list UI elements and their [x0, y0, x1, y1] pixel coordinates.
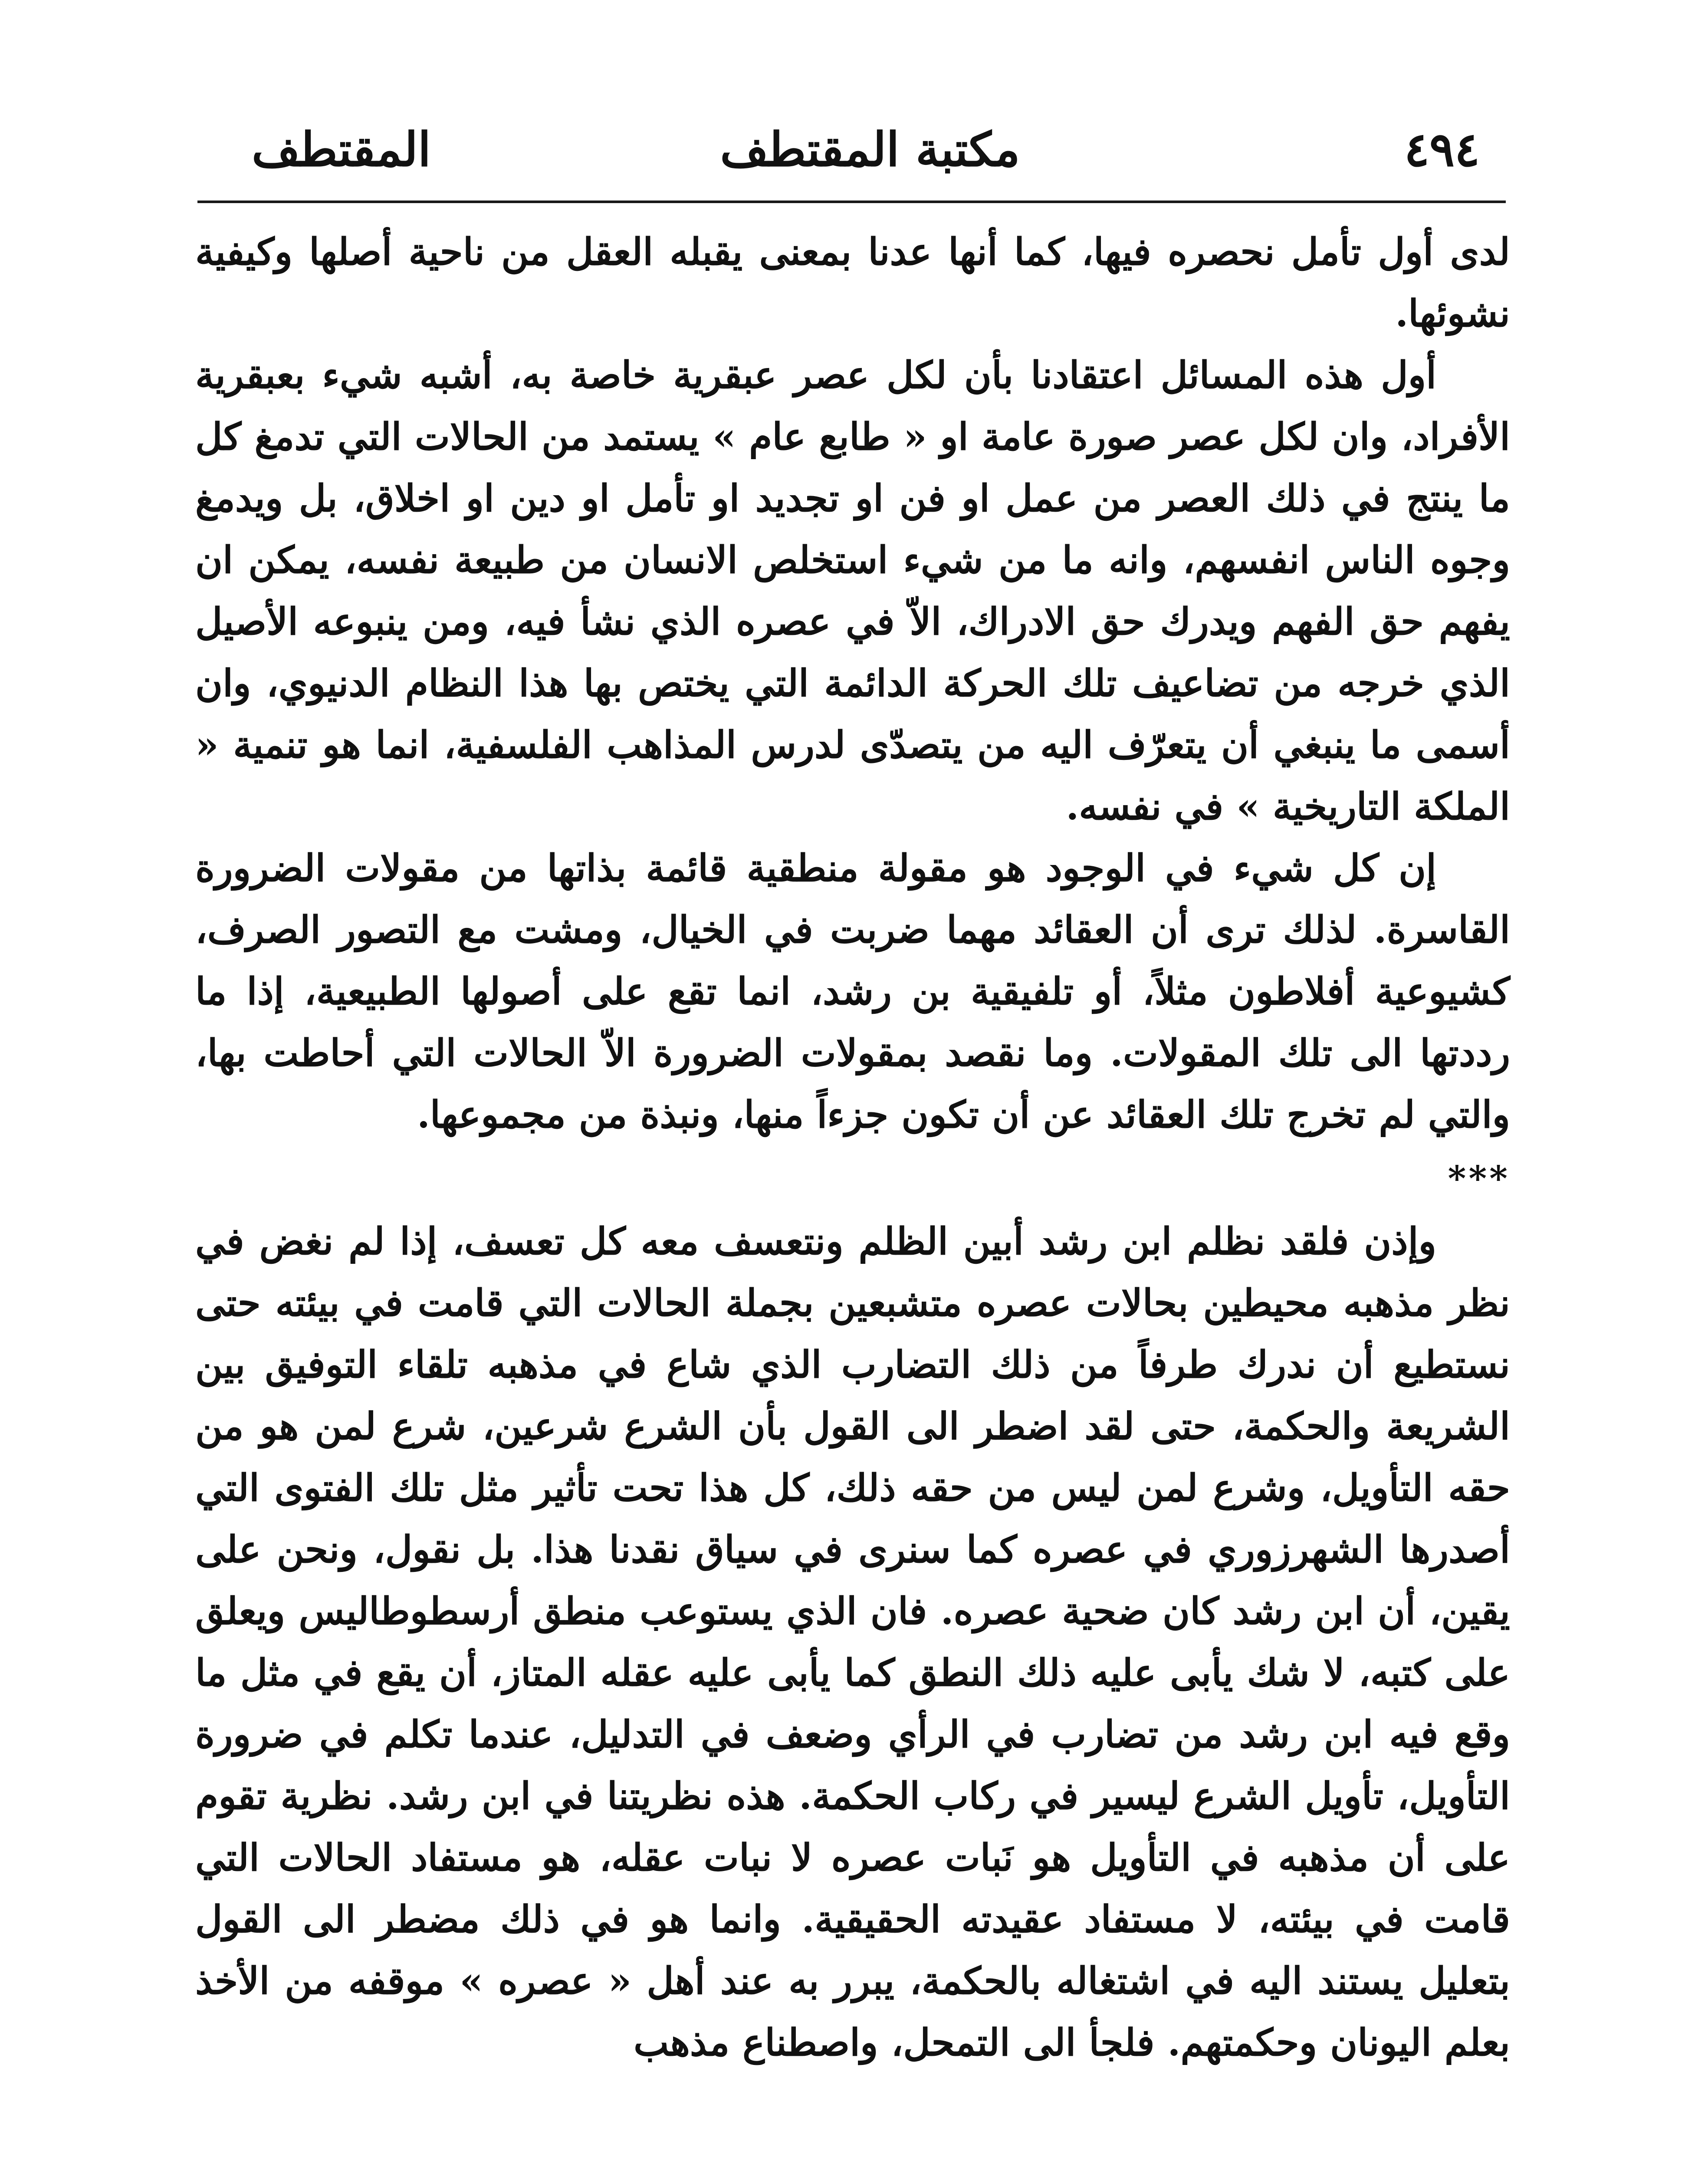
paragraph: أول هذه المسائل اعتقادنا بأن لكل عصر عبقرية خاصة به، أشبه شيء بعبقرية الأفراد، وان لكل عصر صورة عامة او « طابع عام » يستمد من الحالات التي تدمغ كل ما ينتج في ذلك العصر من عمل او فن او تجديد او تأمل او دين او اخلاق، بل ويدمغ وجوه الناس انفسهم، وانه ما من شيء استخلص الانسان من طبيعة نفسه، يمكن ان يفهم حق الفهم ويدرك حق الادراك، الاّ في عصره الذي نشأ فيه، ومن ينبوعه الأصيل الذي خرجه من تضاعيف تلك الحركة الدائمة التي يختص بها هذا النظام الدنيوي، وان أسمى ما ينبغي أن يتعرّف اليه من يتصدّى لدرس المذاهب الفلسفية، انما هو تنمية « الملكة التاريخية » في نفسه. — [195, 353, 1510, 829]
page-number: ٤٩٤ — [1404, 122, 1480, 177]
paragraph: وإذن فلقد نظلم ابن رشد أبين الظلم ونتعسف معه كل تعسف، إذا لم نغض في نظر مذهبه محيطين بحالات عصره متشبعين بجملة الحالات التي قامت في بيئته حتى نستطيع أن ندرك طرفاً من ذلك التضارب الذي شاع في مذهبه تلقاء التوفيق بين الشريعة والحكمة، حتى لقد اضطر الى القول بأن الشرع شرعين، شرع لمن هو من حقه التأويل، وشرع لمن ليس من حقه ذلك، كل هذا تحت تأثير مثل تلك الفتوى التي أصدرها الشهرزوري في عصره كما سنرى في سياق نقدنا هذا. بل نقول، ونحن على يقين، أن ابن رشد كان ضحية عصره. فان الذي يستوعب منطق أرسطوطاليس ويعلق على كتبه، لا شك يأبى عليه ذلك النطق كما يأبى عليه عقله المتاز، أن يقع في مثل ما وقع فيه ابن رشد من تضارب في الرأي وضعف في التدليل، عندما تكلم في ضرورة التأويل، تأويل الشرع ليسير في ركاب الحكمة. هذه نظريتنا في ابن رشد. نظرية تقوم على أن مذهبه في التأويل هو نَبات عصره لا نبات عقله، هو مستفاد الحالات التي قامت في بيئته، لا مستفاد عقيدته الحقيقية. وانما هو في ذلك مضطر الى القول بتعليل يستند اليه في اشتغاله بالحكمة، يبرر به عند أهل « عصره » موقفه من الأخذ بعلم اليونان وحكمتهم. فلجأ الى التمحل، واصطناع مذهب — [195, 1220, 1510, 2065]
page-header — [234, 117, 1506, 182]
paragraph: لدى أول تأمل نحصره فيها، كما أنها عدنا بمعنى يقبله العقل من ناحية أصلها وكيفية نشوئها. — [195, 230, 1510, 335]
body-text — [195, 221, 1510, 2074]
header-rule — [197, 201, 1506, 203]
paragraph: إن كل شيء في الوجود هو مقولة منطقية قائمة بذاتها من مقولات الضرورة القاسرة. لذلك ترى أن العقائد مهما ضربت في الخيال، ومشت مع التصور الصرف، كشيوعية أفلاطون مثلاً، أو تلفيقية بن رشد، انما تقع على أصولها الطبيعية، إذا ما رددتها الى تلك المقولات. وما نقصد بمقولات الضرورة الاّ الحالات التي أحاطت بها، والتي لم تخرج تلك العقائد عن أن تكون جزءاً منها، ونبذة من مجموعها. — [195, 846, 1510, 1137]
section-separator: *** — [1448, 1158, 1510, 1199]
section-title: مكتبة المقتطف — [720, 122, 1020, 177]
journal-name: المقتطف — [252, 122, 431, 177]
